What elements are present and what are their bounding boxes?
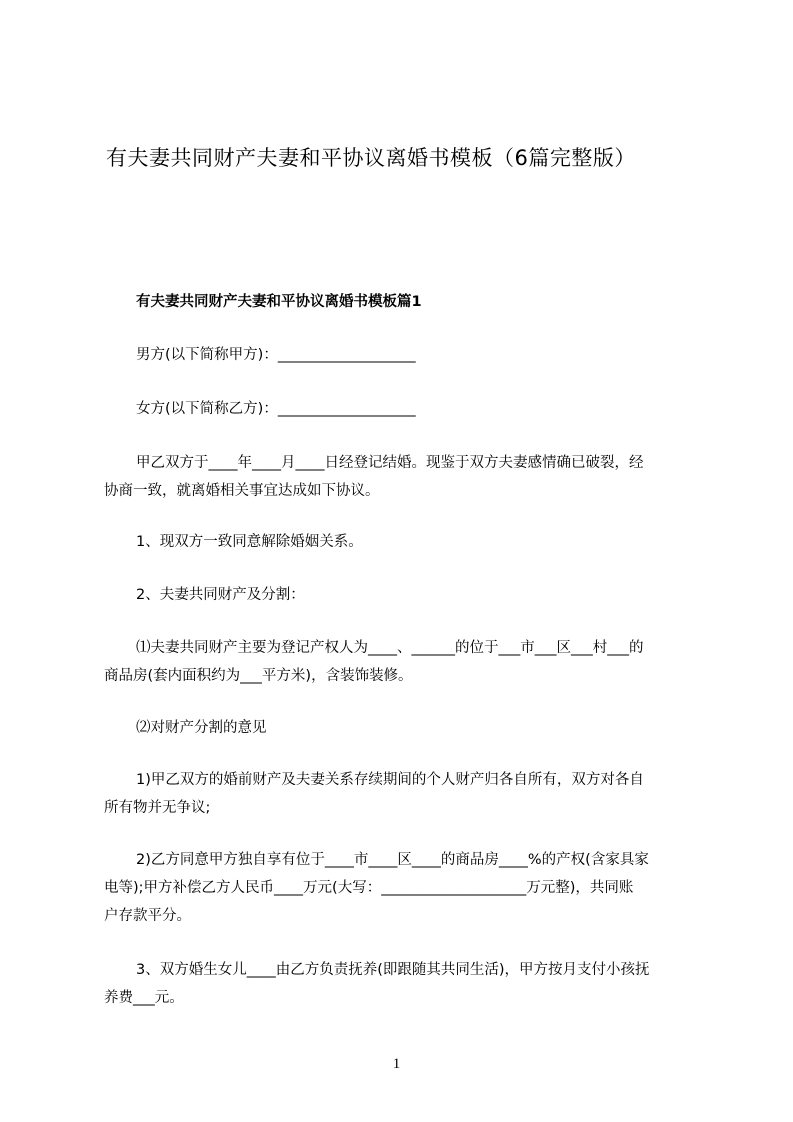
intro-paragraph: [104, 449, 724, 505]
clause-2-2: ⑵对财产分割的意见: [136, 720, 267, 736]
intro-line-2: 协商一致，就离婚相关事宜达成如下协议。: [104, 483, 380, 499]
clause-2-2-2-line-3: 户存款平分。: [104, 908, 191, 924]
clause-2-2-1-paragraph: [104, 766, 724, 822]
clause-2-1-paragraph: [104, 634, 724, 690]
clause-2-2-2-paragraph: [104, 846, 724, 930]
clause-3-line-1: 3、双方婚生女儿____由乙方负责抚养(即跟随其共同生活)，甲方按月支付小孩抚: [136, 962, 650, 978]
clause-2-2-2-line-2: 电等);甲方补偿乙方人民币____万元(大写：____________________万元整)，共同账: [104, 880, 634, 896]
section-heading: 有夫妻共同财产夫妻和平协议离婚书模板篇1: [136, 294, 422, 310]
party-female-line: 女方(以下简称乙方)：___________________: [136, 401, 416, 417]
clause-2-1-line-2: 商品房(套内面积约为___平方米)，含装饰装修。: [104, 668, 413, 684]
clause-3-paragraph: [104, 956, 724, 1012]
clause-2-2-1-line-1: 1)甲乙双方的婚前财产及夫妻关系存续期间的个人财产归各自所有，双方对各自: [136, 772, 644, 788]
clause-2-2-1-line-2: 所有物并无争议;: [104, 800, 211, 816]
clause-2: 2、夫妻共同财产及分割：: [136, 587, 305, 603]
page-number: 1: [392, 1056, 401, 1072]
clause-3-line-2: 养费___元。: [104, 990, 184, 1006]
clause-2-1-line-1: ⑴夫妻共同财产主要为登记产权人为____、______的位于___市___区___村___的: [136, 640, 644, 656]
clause-2-2-2-line-1: 2)乙方同意甲方独自享有位于____市____区____的商品房____%的产权(含家具家: [136, 852, 649, 868]
party-male-line: 男方(以下简称甲方)：___________________: [136, 347, 416, 363]
clause-1: 1、现双方一致同意解除婚姻关系。: [136, 534, 363, 550]
document-title: 有夫妻共同财产夫妻和平协议离婚书模板（6篇完整版）: [106, 146, 636, 170]
intro-line-1: 甲乙双方于____年____月____日经登记结婚。现鉴于双方夫妻感情确已破裂，经: [136, 455, 644, 471]
